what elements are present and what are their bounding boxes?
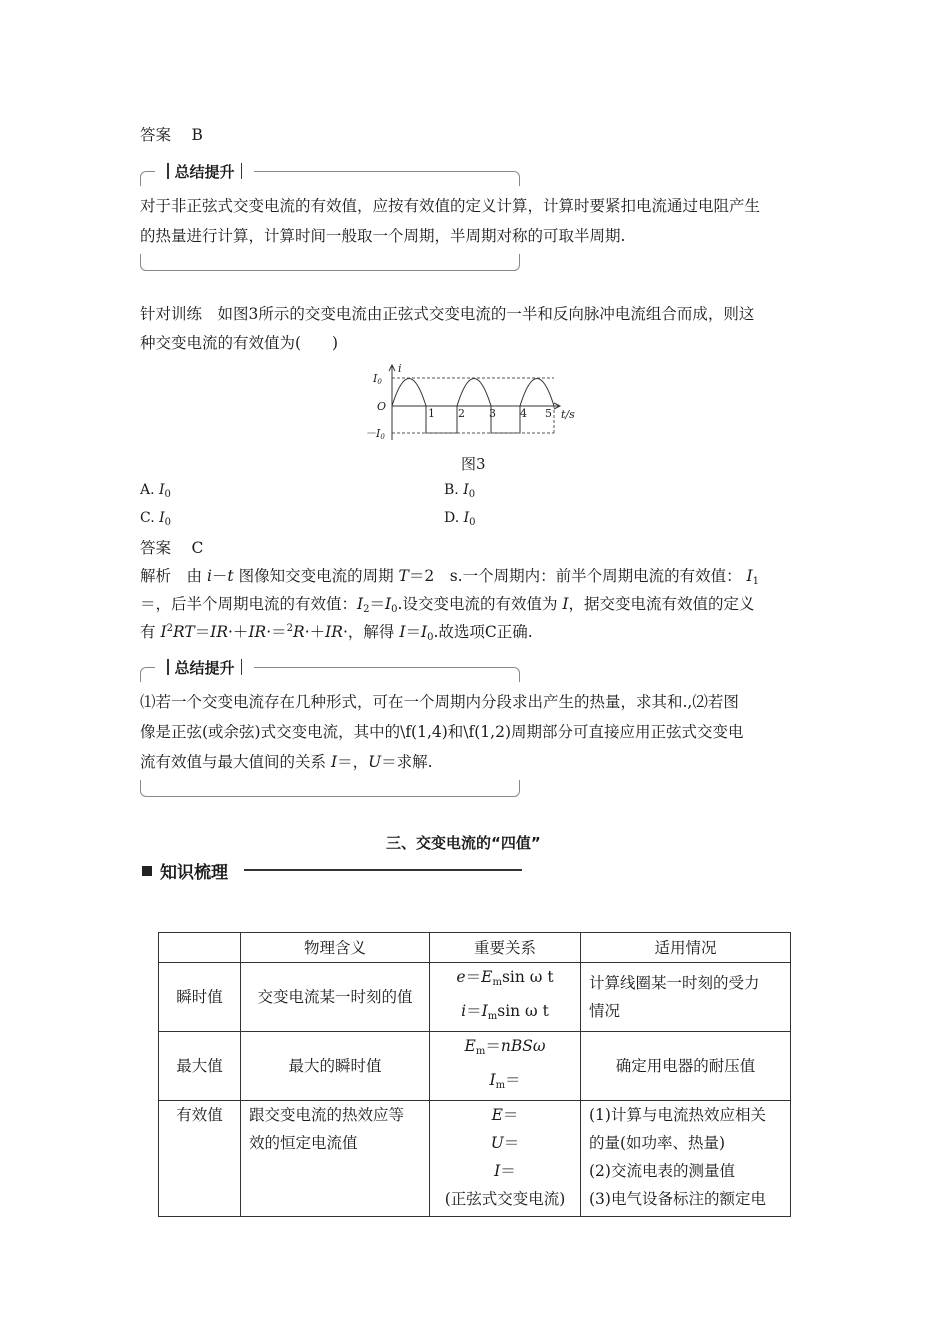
table-header: 物理含义 <box>241 933 430 963</box>
waveform-figure <box>365 362 595 448</box>
summary-text-line: 像是正弦(或余弦)式交变电流，其中的\f(1,4)和\f(1,2)周期部分可直接应用正弦式交变电 <box>140 723 744 741</box>
tick-label: 5 <box>545 407 552 420</box>
i0-label: I0 <box>373 372 382 386</box>
neg-i0-label: －I0 <box>365 427 385 441</box>
row-name: 瞬时值 <box>159 963 241 1032</box>
option-b[interactable]: B. $I_0$ <box>444 482 476 500</box>
row-usage: 计算线圈某一时刻的受力 情况 <box>581 963 791 1032</box>
table-header-row <box>159 933 791 963</box>
x-axis-label: t/s <box>561 408 575 421</box>
four-values-table <box>158 932 791 1217</box>
summary-box <box>140 163 520 271</box>
tick-label: 3 <box>489 407 496 420</box>
half-sine-3 <box>520 379 554 407</box>
analysis-line: 解析 由 i－t 图像知交变电流的周期 T＝2 s.一个周期内：前半个周期电流的有效值： $I_1$ <box>140 567 760 587</box>
square-icon <box>142 866 152 876</box>
row-name: 最大值 <box>159 1032 241 1101</box>
answer-label: 答案 <box>140 539 172 557</box>
answer-value: B <box>191 126 203 144</box>
exercise-text: 种交变电流的有效值为( ) <box>140 334 339 352</box>
answer-label: 答案 <box>140 126 172 144</box>
origin-label: O <box>377 400 387 413</box>
option-a[interactable]: A. $I_0$ <box>140 482 171 500</box>
table-header: 适用情况 <box>581 933 791 963</box>
summary-text-line: 对于非正弦式交变电流的有效值，应按有效值的定义计算，计算时要紧扣电流通过电阻产生 <box>140 197 761 215</box>
tick-label: 4 <box>520 407 527 420</box>
answer-line <box>140 123 203 145</box>
row-meaning: 交变电流某一时刻的值 <box>241 963 430 1032</box>
analysis-line: 有 $I^2RT=IR\cdot+IR\cdot=^2R\cdot+IR\cdot$，解得 $I=I_0$.故选项C正确. <box>140 623 533 643</box>
option-d[interactable]: D. $I_0$ <box>444 510 476 528</box>
tick-label: 2 <box>458 407 465 420</box>
summary-text-line: ⑴若一个交变电流存在几种形式，可在一个周期内分段求出产生的热量，求其和.,⑵若图 <box>140 693 739 711</box>
summary-title: 总结提升 <box>155 657 254 678</box>
table-row <box>159 1101 791 1217</box>
table-header <box>159 933 241 963</box>
exercise-text: 针对训练 如图3所示的交变电流由正弦式交变电流的一半和反向脉冲电流组合而成，则这 <box>140 305 755 323</box>
heading-rule <box>244 869 522 871</box>
option-c[interactable]: C. $I_0$ <box>140 510 172 528</box>
figure-caption: 图3 <box>461 455 486 473</box>
row-meaning: 跟交变电流的热效应等 效的恒定电流值 <box>241 1101 430 1217</box>
row-relation: E＝ U＝ I＝ (正弦式交变电流) <box>430 1101 581 1217</box>
answer-value: C <box>191 539 204 557</box>
y-axis-label: i <box>398 362 402 375</box>
half-sine-2 <box>457 379 491 407</box>
analysis-line: ＝，后半个周期电流的有效值：$I_2=I_0$.设交变电流的有效值为 I，据交变电流有效值的定义 <box>140 595 755 615</box>
half-sine-1 <box>392 379 426 407</box>
summary-title: 总结提升 <box>155 161 254 182</box>
summary-text-line: 的热量进行计算，计算时间一般取一个周期，半周期对称的可取半周期. <box>140 227 626 245</box>
section-title: 三、交变电流的“四值” <box>386 834 541 852</box>
row-relation: $E_m=nBS\omega$ $I_m=$ <box>430 1032 581 1101</box>
row-name: 有效值 <box>159 1101 241 1217</box>
row-meaning: 最大的瞬时值 <box>241 1032 430 1101</box>
table-row <box>159 963 791 1032</box>
table-row <box>159 1032 791 1101</box>
row-relation: $e=E_m\sin$ ω t $i=I_m\sin$ ω t <box>430 963 581 1032</box>
row-usage: 确定用电器的耐压值 <box>581 1032 791 1101</box>
table-header: 重要关系 <box>430 933 581 963</box>
answer-line <box>140 536 203 558</box>
summary-text-line: 流有效值与最大值间的关系 I＝，U＝求解. <box>140 753 433 771</box>
tick-label: 1 <box>428 407 435 420</box>
row-usage: (1)计算与电流热效应相关 的量(如功率、热量) (2)交流电表的测量值 (3)电气设备标注的额定电 <box>581 1101 791 1217</box>
